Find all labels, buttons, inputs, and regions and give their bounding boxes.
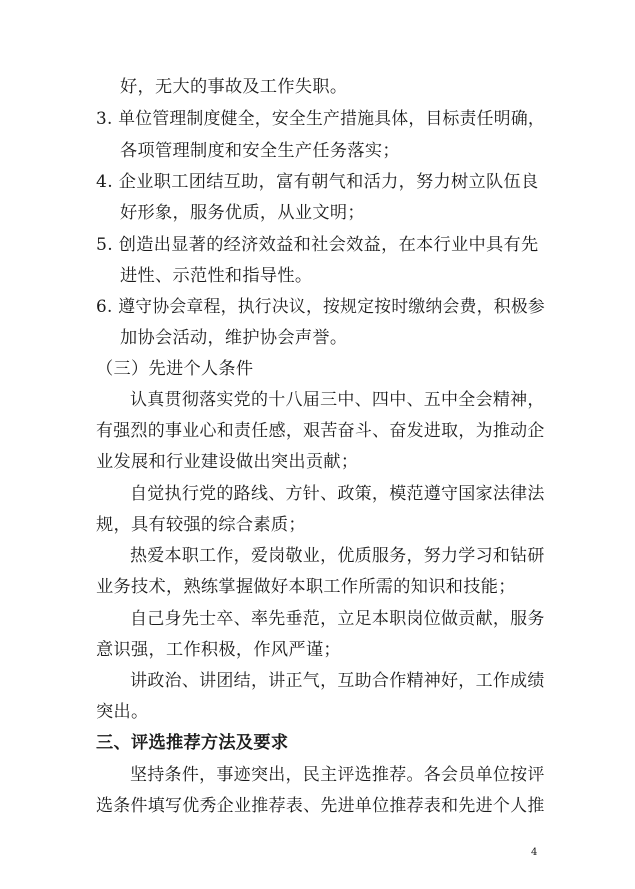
section-heading: 三、评选推荐方法及要求	[96, 733, 289, 753]
text-line: 业发展和行业建设做出突出贡献；	[96, 452, 359, 472]
text-line: 加协会活动，维护协会声誉。	[120, 328, 348, 348]
text-line: 坚持条件，事迹突出，民主评选推荐。各会员单位按评	[130, 765, 545, 785]
text-line: 好，无大的事故及工作失职。	[120, 77, 348, 97]
text-line: 有强烈的事业心和责任感，艰苦奋斗、奋发进取，为推动企	[96, 421, 545, 441]
text-line: 讲政治、讲团结，讲正气，互助合作精神好，工作成绩	[130, 671, 545, 691]
text-line: 规，具有较强的综合素质；	[96, 515, 306, 535]
text-line: 进性、示范性和指导性。	[120, 266, 313, 286]
text-line: 突出。	[96, 702, 149, 722]
text-line: 各项管理制度和安全生产任务落实；	[120, 141, 400, 161]
text-line: 热爱本职工作，爱岗敬业，优质服务，努力学习和钻研	[130, 546, 545, 566]
text-line: 4. 企业职工团结互助，富有朝气和活力，努力树立队伍良	[96, 172, 539, 192]
text-line: 3. 单位管理制度健全，安全生产措施具体，目标责任明确，	[96, 109, 545, 129]
text-line: 好形象，服务优质，从业文明；	[120, 203, 365, 223]
text-line: 6. 遵守协会章程，执行决议，按规定按时缴纳会费，积极参	[96, 297, 545, 317]
section-subheading: （三）先进个人条件	[96, 359, 254, 379]
text-line: 认真贯彻落实党的十八届三中、四中、五中全会精神，	[130, 390, 545, 410]
text-line: 业务技术，熟练掌握做好本职工作所需的知识和技能；	[96, 577, 516, 597]
text-line: 选条件填写优秀企业推荐表、先进单位推荐表和先进个人推	[96, 796, 545, 816]
text-line: 自己身先士卒、率先垂范，立足本职岗位做贡献，服务	[130, 609, 545, 629]
page-number: 4	[531, 847, 538, 858]
text-line: 自觉执行党的路线、方针、政策，模范遵守国家法律法	[130, 484, 545, 504]
text-line: 意识强，工作积极，作风严谨；	[96, 640, 341, 660]
text-line: 5. 创造出显著的经济效益和社会效益，在本行业中具有先	[96, 235, 539, 255]
